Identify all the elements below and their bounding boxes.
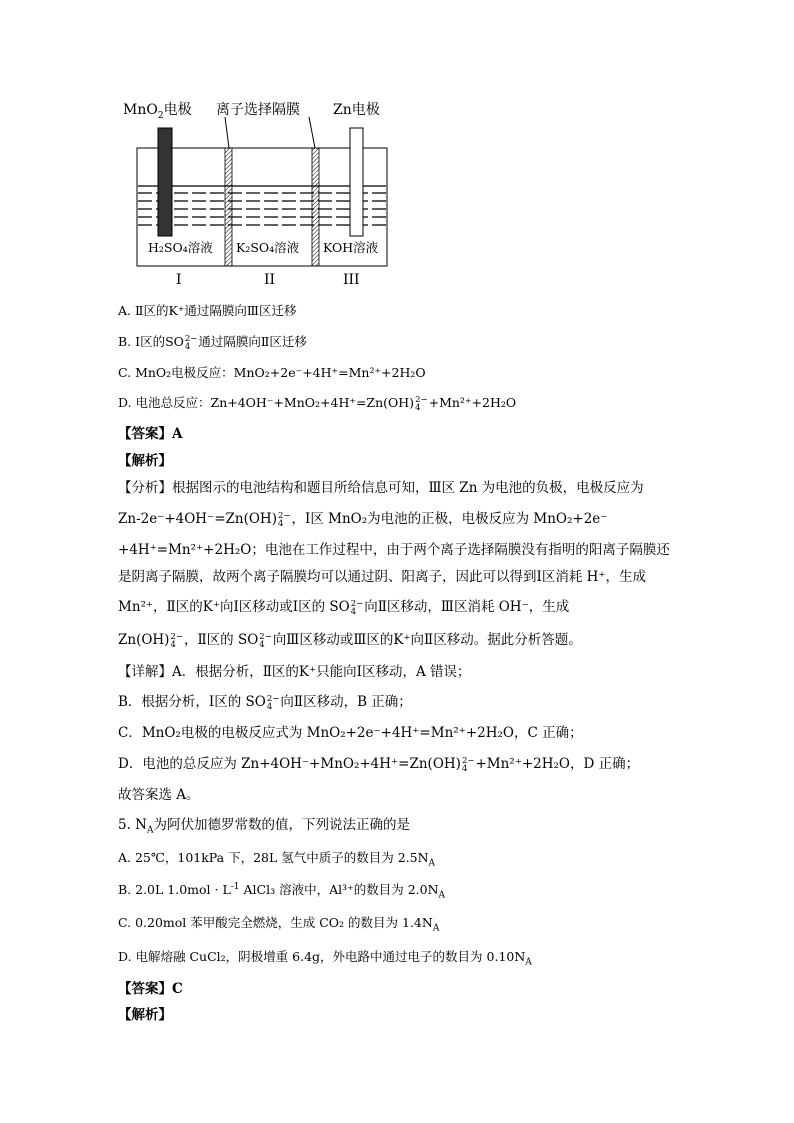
q5-analysis-label: 【解析】 [118,1007,172,1023]
label-mno2-electrode: MnO$_2$电极 [123,102,192,121]
q4-option-d-rest: +Mn²⁺+2H₂O [428,395,517,410]
analysis-line-2-rest: ，Ⅰ区 MnO₂为电池的正极，电极反应为 MnO₂+2e⁻ [291,511,608,527]
q5-option-c-text: C. 0.20mol 苯甲酸完全燃烧，生成 CO₂ 的数目为 1.4N [118,915,433,930]
q5-option-c [118,914,439,932]
sulfate-ion-charge: 2− 4 [350,598,364,617]
q5-option-b-rest: AlCl₃ 溶液中，Al³⁺的数目为 2.0N [239,882,439,897]
detail-line-2 [118,693,412,711]
solution-label-3: KOH溶液 [323,240,379,255]
membrane-right [312,148,319,266]
q5-option-b-text: B. 2.0L 1.0mol · L [118,882,231,897]
detail-line-1: 【详解】A．根据分析，Ⅱ区的K⁺只能向Ⅰ区移动，A 错误； [118,664,471,680]
q4-analysis-label: 【解析】 [118,453,172,469]
zn-electrode [350,128,363,236]
label-membrane: 离子选择隔膜 [216,102,300,118]
analysis-line-3: +4H⁺=Mn²⁺+2H₂O；电池在工作过程中，由于两个离子选择隔膜没有指明的阳离子隔膜还 [118,542,670,558]
zone-label-3: III [343,272,360,288]
zone-label-1: I [176,272,182,288]
sulfate-ion-charge: 2− 4 [266,693,280,712]
q5-option-d-sub: A [525,957,532,968]
label-zn-electrode: Zn电极 [333,102,380,118]
q5-stem-text: 为阿伏加德罗常数的值，下列说法正确的是 [153,817,410,833]
membrane-left [225,148,232,266]
q5-number: 5. N [118,817,147,833]
q5-option-d-text: D. 电解熔融 CuCl₂，阴极增重 6.4g，外电路中通过电子的数目为 0.10N [118,949,526,964]
solution-label-2: K₂SO₄溶液 [236,240,300,255]
q5-option-b-sub: A [438,890,446,901]
analysis-line-2 [118,510,607,528]
q4-answer: 【答案】A [118,426,183,442]
analysis-line-5 [118,598,569,616]
q5-option-a-text: A. 25℃，101kPa 下，28L 氢气中质子的数目为 2.5N [118,850,429,865]
detail-line-3: C．MnO₂电极的电极反应式为 MnO₂+2e⁻+4H⁺=Mn²⁺+2H₂O，C 正确； [118,725,583,741]
electrolytic-cell-diagram [0,0,794,300]
q5-stem-sub: A [146,825,154,836]
analysis-line-6 [118,631,582,649]
analysis-line-4: 是阴离子隔膜，故两个离子隔膜均可以通过阴、阳离子，因此可以得到Ⅰ区消耗 H⁺，生成 [118,569,647,585]
sulfate-ion-charge: 2− 4 [184,333,198,352]
zincate-ion-charge: 2− 4 [461,755,475,774]
q4-option-d [118,394,516,412]
detail-line-5: 故答案选 A。 [118,787,200,803]
zone-label-2: II [264,272,276,288]
sulfate-ion-charge: 2− 4 [259,631,272,650]
q4-option-b-text: B. Ⅰ区的SO [118,334,184,349]
q4-option-b [118,333,307,351]
q4-option-d-text: D. 电池总反应：Zn+4OH⁻+MnO₂+4H⁺=Zn(OH) [118,395,415,410]
analysis-line-1: 【分析】根据图示的电池结构和题目所给信息可知，Ⅲ区 Zn 为电池的负极，电极反应为 [118,480,644,496]
q5-option-d [118,948,532,966]
detail-line-2-rest: 向Ⅱ区移动，B 正确； [280,694,412,710]
analysis-line-5-text: Mn²⁺，Ⅱ区的K⁺向Ⅰ区移动或Ⅰ区的 SO [118,599,350,615]
q5-answer: 【答案】C [118,981,183,997]
mno2-electrode [158,128,172,236]
q4-option-a: A. Ⅱ区的K⁺通过隔膜向Ⅲ区迁移 [118,303,297,318]
zincate-ion-charge: 2− 4 [415,394,428,413]
zincate-ion-charge: 2− 4 [170,631,183,650]
analysis-line-6-text: Zn(OH) [118,632,170,648]
analysis-line-6-rest: 向Ⅲ区移动或Ⅲ区的K⁺向Ⅱ区移动。据此分析答题。 [272,632,582,648]
q5-option-b-sup: -1 [230,881,240,892]
detail-line-4-text: D．电池的总反应为 Zn+4OH⁻+MnO₂+4H⁺=Zn(OH) [118,756,461,772]
q5-option-a [118,849,435,867]
q5-option-c-sub: A [432,923,440,934]
q5-stem [118,816,410,834]
detail-line-2-text: B．根据分析，Ⅰ区的 SO [118,694,266,710]
analysis-line-2-text: Zn-2e⁻+4OH⁻=Zn(OH) [118,511,277,527]
q4-option-b-rest: 通过隔膜向Ⅱ区迁移 [198,334,307,349]
q4-option-c: C. MnO₂电极反应：MnO₂+2e⁻+4H⁺=Mn²⁺+2H₂O [118,365,426,380]
analysis-line-6-mid: ，Ⅱ区的 SO [183,632,259,648]
detail-line-4 [118,755,639,773]
q5-option-b [118,881,445,899]
analysis-line-5-rest: 向Ⅱ区移动，Ⅲ区消耗 OH⁻，生成 [364,599,570,615]
detail-line-4-rest: +Mn²⁺+2H₂O，D 正确； [475,756,640,772]
q5-option-a-sub: A [428,858,436,869]
zincate-ion-charge: 2− 4 [277,510,291,529]
solution-label-1: H₂SO₄溶液 [148,240,213,255]
